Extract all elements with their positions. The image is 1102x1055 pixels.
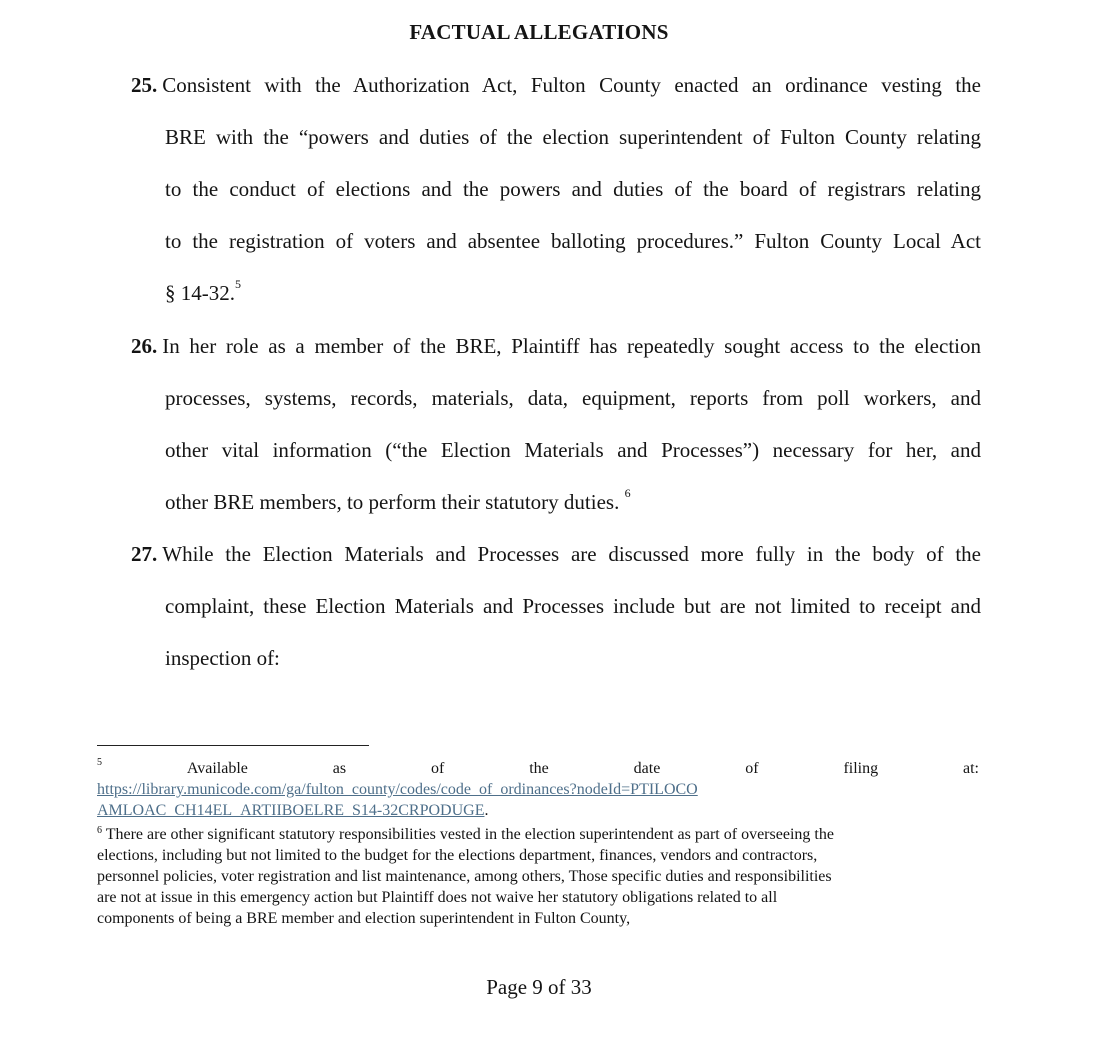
municode-link-continued[interactable]: AMLOAC_CH14EL_ARTIIBOELRE_S14-32CRPODUGE [97, 802, 485, 819]
footnote-line: elections, including but not limited to the budget for the elections department, finances, vendors and contractors, [97, 847, 818, 864]
municode-link[interactable]: https://library.municode.com/ga/fulton_county/codes/code_of_ordinances?nodeId=PTILOCO [97, 781, 698, 798]
footnote-5-first-line: 5 Available as of the date of filing at: [97, 758, 979, 779]
paragraph-line: to the conduct of elections and the powers and duties of the board of registrars relating [165, 177, 981, 201]
footnote-6 [97, 824, 979, 929]
footnote-marker: 6 [97, 825, 102, 836]
footnote-ref[interactable]: 5 [235, 277, 241, 291]
paragraph-line: other vital information (“the Election Materials and Processes”) necessary for her, and [165, 438, 981, 462]
footnote-marker: 5 [97, 757, 102, 768]
footnote-line: components of being a BRE member and election superintendent in Fulton County, [97, 910, 631, 927]
footnote-5: 5 Available as of the date of filing at: https://library.municode.com/ga/fulton_county/codes/code_of_ordinances?nodeId=PTILOCO AMLOAC_CH14EL_ARTIIBOELRE_S14-32CRPODUGE. [97, 758, 979, 821]
paragraph-line: to the registration of voters and absentee balloting procedures.” Fulton County Local Act [165, 229, 981, 253]
paragraph-line: 26. In her role as a member of the BRE, Plaintiff has repeatedly sought access to the election [131, 334, 981, 358]
paragraph-line: inspection of: [165, 646, 280, 670]
footnote-ref[interactable]: 6 [624, 486, 631, 500]
footnote-line: personnel policies, voter registration and list maintenance, among others, Those specific duties and responsibilities [97, 868, 832, 885]
paragraph-line: processes, systems, records, materials, data, equipment, reports from poll workers, and [165, 386, 981, 410]
paragraph-line: 25. Consistent with the Authorization Act, Fulton County enacted an ordinance vesting the [131, 73, 981, 97]
page-number: Page 9 of 33 [486, 975, 592, 999]
footnote-separator [97, 745, 369, 746]
paragraph-line: BRE with the “powers and duties of the election superintendent of Fulton County relating [165, 125, 981, 149]
section-heading: FACTUAL ALLEGATIONS [409, 20, 669, 44]
paragraph-line: § 14-32.$^5$ [165, 277, 241, 305]
paragraph-number: 26. [131, 334, 158, 358]
paragraph-line: 27. While the Election Materials and Processes are discussed more fully in the body of the [131, 542, 981, 566]
paragraph-line: complaint, these Election Materials and Processes include but are not limited to receipt and [165, 594, 981, 618]
paragraph-line: other BRE members, to perform their statutory duties. $^6$ [165, 486, 631, 514]
paragraph-number: 25. [131, 73, 158, 97]
paragraph-number: 27. [131, 542, 158, 566]
footnote-line: There are other significant statutory responsibilities vested in the election superintendent as part of overseeing the [105, 826, 834, 843]
footnote-line: are not at issue in this emergency action but Plaintiff does not waive her statutory obligations related to all [97, 889, 778, 906]
